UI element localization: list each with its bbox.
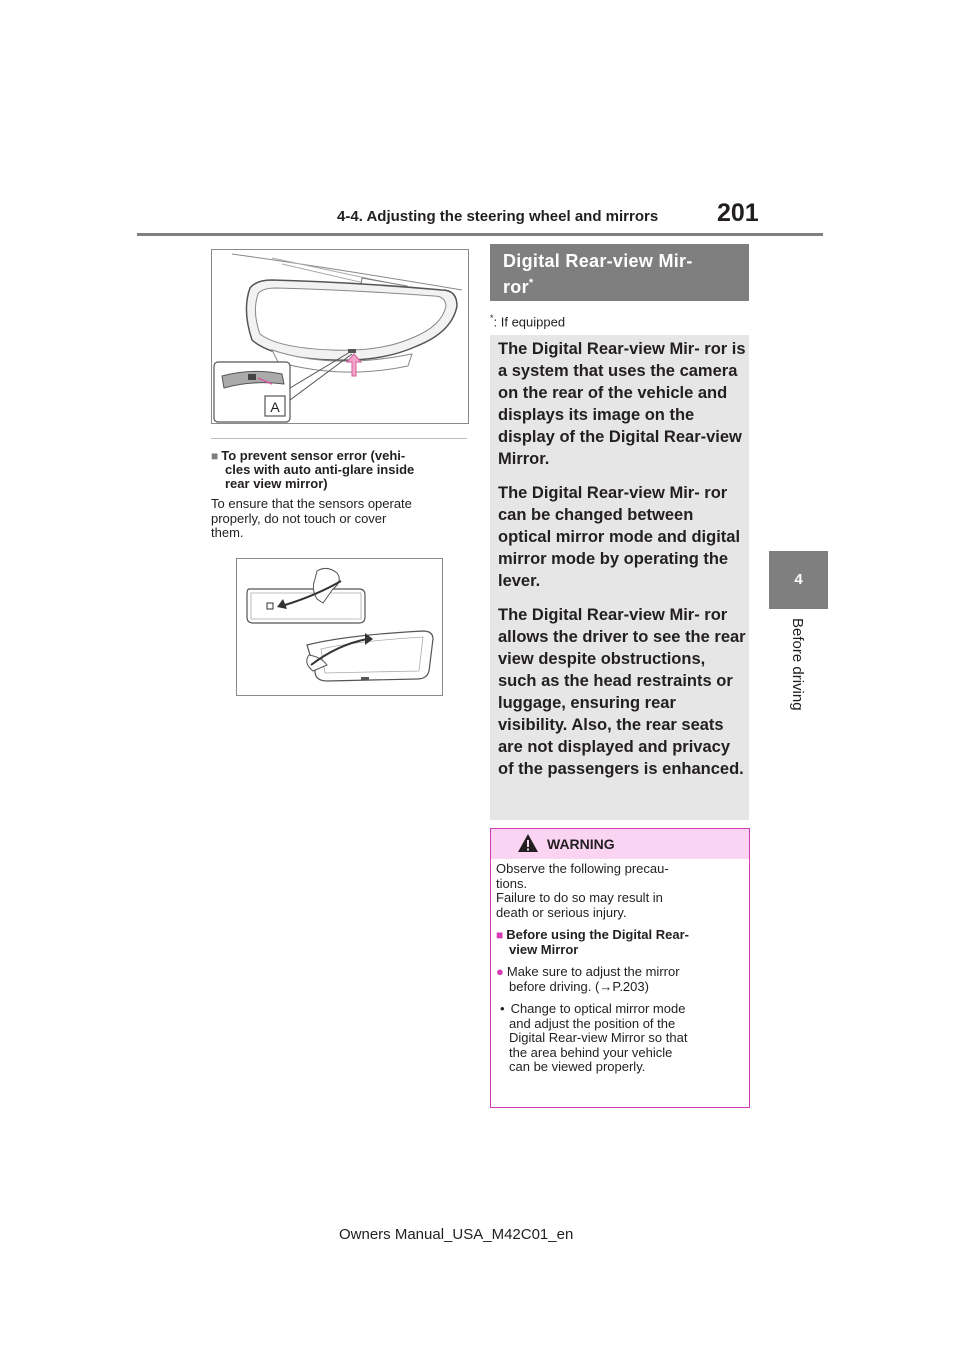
warning-bullet: ● <box>496 964 504 979</box>
chapter-number: 4 <box>794 571 803 588</box>
intro-text <box>498 338 746 792</box>
mirror-touch-illustration <box>237 559 442 695</box>
mirror-sensor-figure <box>211 249 469 424</box>
page-number: 201 <box>717 199 759 227</box>
chapter-label-text: Before driving <box>789 618 806 711</box>
figure-separator <box>211 438 467 439</box>
header-rule <box>137 233 823 236</box>
section-title: 4-4. Adjusting the steering wheel and mirrors <box>337 208 659 225</box>
subheading-marker: ■ <box>211 449 219 463</box>
chapter-label <box>788 618 808 728</box>
footer-text: Owners Manual_USA_M42C01_en <box>339 1226 574 1243</box>
sensor-subheading: ■ To prevent sensor error (vehi- cles with auto anti-glare inside rear view mirror) <box>211 448 415 491</box>
page-ref-arrow: → <box>599 978 613 994</box>
mirror-touch-figure <box>236 558 443 696</box>
warning-dash-bullet: • <box>500 1001 505 1016</box>
intro-paragraph-1: The Digital Rear-view Mir- ror is a system that uses the camera on the rear of the vehicle and displays its image on the display of the Digital Rear-view Mirror. <box>498 340 746 468</box>
sensor-body-text: To ensure that the sensors operate properly, do not touch or cover them. <box>211 496 412 540</box>
intro-paragraph-3: The Digital Rear-view Mir- ror allows the driver to see the rear view despite obstructions, such as the head restraints or luggage, ensuring rear visibility. Also, the rear seats are not displayed and privacy of the passengers is enhanced. <box>498 606 746 778</box>
intro-paragraph-2: The Digital Rear-view Mir- ror can be changed between optical mirror mode and digital mirror mode by operating the lever. <box>498 484 741 590</box>
warning-label: WARNING <box>547 836 615 852</box>
page-ref-link[interactable]: P.203) <box>612 978 649 994</box>
callout-label: A <box>270 399 280 415</box>
warning-body: Observe the following precau- tions. Failure to do so may result in death or serious injury. ■ Before using the Digital Rear- view Mirror ● Make sure to adjust the mirror before driving. (→P.203) • Change to optical mirror mode and adjust the position of the Digital Rear-view Mirror so that the area behind your vehicle can be viewed properly. <box>496 861 689 1074</box>
equipment-footnote: *: If equipped <box>490 313 566 330</box>
section-heading: Digital Rear-view Mir- ror* <box>503 251 693 297</box>
warning-triangle-icon <box>517 833 539 853</box>
mirror-sensor-illustration <box>212 250 468 423</box>
heading-asterisk: * <box>528 277 534 289</box>
warning-sub-marker: ■ <box>496 928 504 942</box>
